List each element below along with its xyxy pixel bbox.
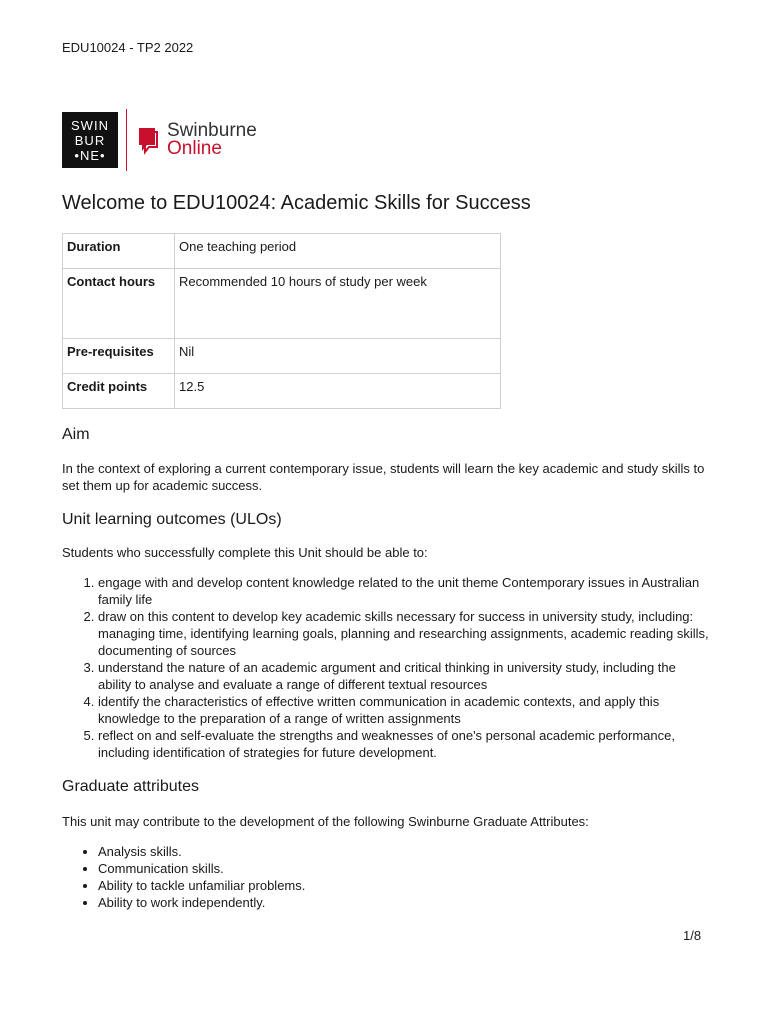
table-value: One teaching period	[175, 234, 501, 269]
page-number: 1/8	[683, 928, 702, 943]
table-key: Pre-requisites	[63, 339, 175, 374]
list-item: 3. understand the nature of an academic argument and critical thinking in university study, including the ability to analyse and evaluate a range of different textual resources	[98, 659, 712, 693]
swinburne-logo-box	[62, 112, 118, 168]
aim-heading: Aim	[62, 426, 90, 443]
table-value: 12.5	[175, 374, 501, 409]
speech-bubble-icon	[135, 125, 161, 155]
document-header-code: EDU10024 - TP2 2022	[62, 40, 194, 55]
table-key: Duration	[63, 234, 175, 269]
ulos-list	[62, 574, 712, 761]
graduate-intro: This unit may contribute to the development of the following Swinburne Graduate Attributes:	[62, 814, 589, 829]
table-row	[63, 234, 501, 269]
graduate-heading: Graduate attributes	[62, 778, 199, 795]
brand-subname: Online	[167, 138, 222, 159]
page-title: Welcome to EDU10024: Academic Skills for Success	[62, 192, 531, 214]
aim-text: In the context of exploring a current contemporary issue, students will learn the key academic and study skills to set them up for academic success.	[62, 461, 705, 493]
table-key: Contact hours	[63, 269, 175, 339]
logo-line: •NE•	[74, 147, 106, 163]
swinburne-online-logo	[62, 109, 257, 171]
unit-info-table	[62, 233, 501, 409]
list-item: • Ability to tackle unfamiliar problems.	[98, 877, 305, 894]
table-key: Credit points	[63, 374, 175, 409]
list-item: 5. reflect on and self-evaluate the strengths and weaknesses of one's personal academic performance, including identification of strategies for future development.	[98, 727, 712, 761]
table-value: Recommended 10 hours of study per week	[175, 269, 501, 339]
logo-divider	[126, 109, 127, 171]
table-row	[63, 339, 501, 374]
ulos-intro: Students who successfully complete this Unit should be able to:	[62, 545, 428, 560]
table-row	[63, 374, 501, 409]
list-item: 1. engage with and develop content knowledge related to the unit theme Contemporary issues in Australian family life	[98, 574, 712, 608]
list-item: • Analysis skills.	[98, 843, 305, 860]
logo-line: BUR	[74, 132, 106, 148]
table-row	[63, 269, 501, 339]
graduate-attributes-list	[62, 843, 305, 911]
list-item: • Communication skills.	[98, 860, 305, 877]
logo-line: SWIN	[71, 117, 109, 133]
list-item: 2. draw on this content to develop key academic skills necessary for success in university study, including: managing time, identifying learning goals, planning and researching assignments, academic reading skills, documenting of sources	[98, 608, 712, 659]
list-item: 4. identify the characteristics of effective written communication in academic contexts, and apply this knowledge to the preparation of a range of written assignments	[98, 693, 712, 727]
table-value: Nil	[175, 339, 501, 374]
list-item: • Ability to work independently.	[98, 894, 305, 911]
brand-name: Swinburne	[167, 120, 257, 141]
ulos-heading: Unit learning outcomes (ULOs)	[62, 511, 282, 528]
